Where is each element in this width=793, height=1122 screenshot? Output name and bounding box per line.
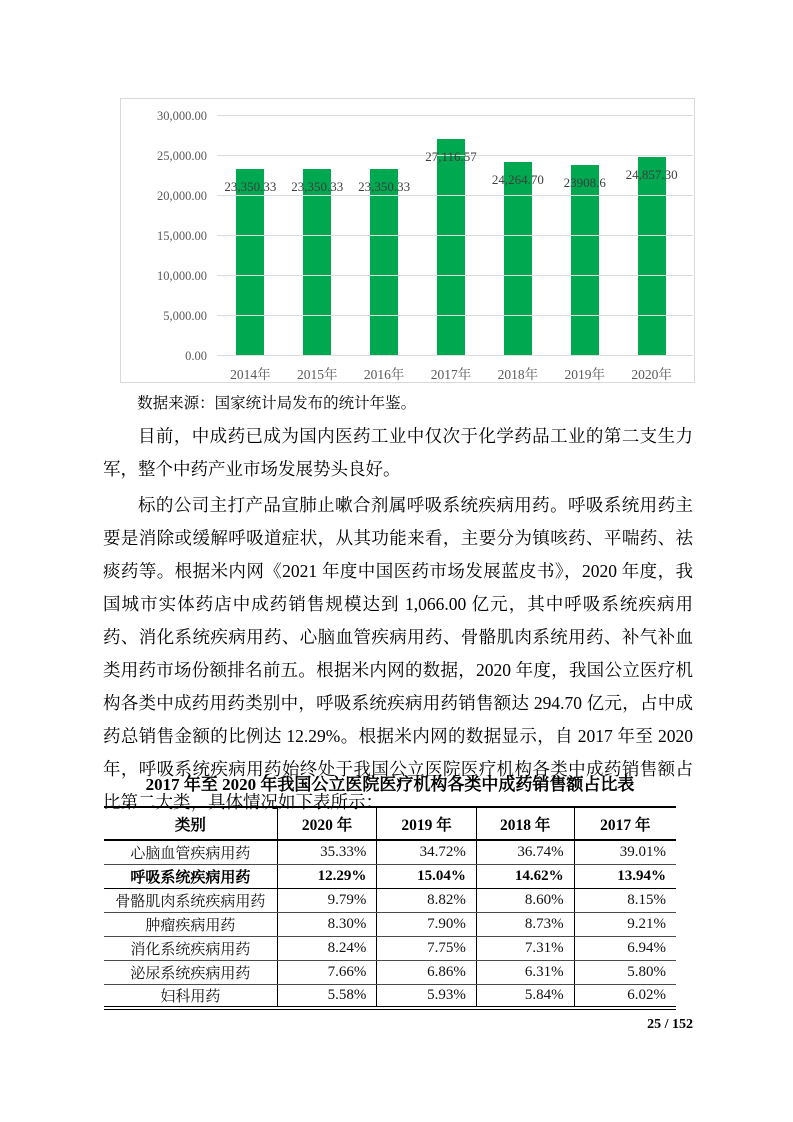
value-cell: 7.66% [277,960,377,984]
y-axis-tick-label: 10,000.00 [157,269,207,283]
table-header-cell: 2017 年 [574,807,676,840]
x-axis-tick-label: 2019年 [564,367,605,382]
value-cell: 8.15% [574,888,676,912]
bar-2016 [370,169,398,356]
value-cell: 8.24% [277,936,377,960]
table-header-cell: 类别 [104,807,277,840]
value-cell: 5.58% [277,984,377,1008]
table-row [104,840,676,864]
value-cell: 8.60% [476,888,574,912]
value-cell: 5.80% [574,960,676,984]
value-cell: 6.86% [377,960,477,984]
chart-bars [217,116,685,382]
x-axis-tick-label: 2020年 [631,367,672,382]
bar-value-label: 27,116.57 [425,149,477,165]
value-cell: 34.72% [377,840,477,864]
x-axis-tick-label: 2016年 [363,367,405,382]
table-row [104,984,676,1008]
x-axis-tick-label: 2015年 [297,367,338,382]
gridline [217,195,693,196]
value-cell: 36.74% [476,840,574,864]
data-source-note: 数据来源：国家统计局发布的统计年鉴。 [137,395,417,412]
y-axis-tick-label: 0.00 [185,349,207,363]
y-axis-tick-label: 15,000.00 [157,229,207,243]
table-header-cell: 2020 年 [277,807,377,840]
chart-category-2019 [551,116,618,382]
y-axis-tick-label: 20,000.00 [157,189,207,203]
value-cell: 7.75% [377,936,477,960]
value-cell: 35.33% [277,840,377,864]
bar-2020 [638,157,666,356]
value-cell: 7.31% [476,936,574,960]
bar-value-label: 23,350.33 [291,179,344,195]
category-cell: 消化系统疾病用药 [104,936,277,960]
value-cell: 6.94% [574,936,676,960]
y-axis [127,109,207,363]
chart-category-2015 [284,116,351,382]
table-row [104,936,676,960]
page-number: 25 / 152 [647,1017,693,1032]
table-header-cell: 2019 年 [377,807,477,840]
table-body [104,840,676,1008]
gridline [217,355,693,356]
value-cell: 7.90% [377,912,477,936]
value-cell: 9.79% [277,888,377,912]
table-header-cell: 2018 年 [476,807,574,840]
chart-category-2016 [351,116,418,382]
bar-2018 [504,162,532,356]
category-cell: 心脑血管疾病用药 [104,840,277,864]
paragraph-industry-status: 目前，中成药已成为国内医药工业中仅次于化学药品工业的第二支生力军，整个中药产业市场发展势头良好。 [103,426,693,479]
gridline [217,315,693,316]
value-cell: 6.31% [476,960,574,984]
y-axis-tick-label: 30,000.00 [157,109,207,123]
x-axis-tick-label: 2014年 [230,367,271,382]
value-cell: 8.82% [377,888,477,912]
table-row [104,864,676,888]
bar-2014 [236,169,264,356]
chart-category-2020 [618,116,685,382]
table-row [104,888,676,912]
category-cell: 妇科用药 [160,988,221,1005]
bar-value-label: 23,350.33 [358,179,411,195]
body-text [103,391,693,819]
chart-plot [217,116,685,382]
table-title: 2017 年至 2020 年我国公立医院医疗机构各类中成药销售额占比表 [145,775,635,794]
chart-category-2014 [217,116,284,382]
value-cell: 14.62% [476,864,574,888]
gridline [217,235,693,236]
value-cell: 39.01% [574,840,676,864]
table-row [104,960,676,984]
category-cell: 呼吸系统疾病用药 [104,864,277,888]
gridline [217,275,693,276]
bar-value-label: 24,264.70 [491,171,544,187]
category-cell: 肿瘤疾病用药 [104,912,277,936]
table-header-row [104,807,676,840]
bar-value-label: 23908.6 [563,174,606,190]
share-table-section [104,770,676,1010]
chart-category-2017 [418,116,485,382]
bar-value-label: 23,350.33 [224,179,277,195]
bar-2019 [571,165,599,356]
y-axis-tick-label: 25,000.00 [157,149,207,163]
value-cell: 12.29% [277,864,377,888]
share-table [104,806,676,1010]
category-cell: 骨骼肌肉系统疾病用药 [104,888,277,912]
gridline [217,115,693,116]
paragraph-respiratory-market: 标的公司主打产品宣肺止嗽合剂属呼吸系统疾病用药。呼吸系统用药主要是消除或缓解呼吸道症状，从其功能来看，主要分为镇咳药、平喘药、祛痰药等。根据米内网《2021 年度中国医药市场发展蓝皮书》，2020 年度，我国城市实体药店中成药销售规模达到 1,066.00 亿元，其中呼吸系统疾病用药、消化系统疾病用药、心脑血管疾病用药、骨骼肌肉系统用药、补气补血类用药市场份额排名前五。根据米内网的数据，2020 年度，我国公立医疗机构各类中成药用药类别中，呼吸系统疾病用药销售额达 294.70 亿元，占中成药总销售金额的比例达 12.29%。根据米内网的数据显示，自 2017 年至 2020 年，呼吸系统疾病用药始终处于我国公立医院医疗机构各类中成药销售额占比第二大类，具体情况如下表所示： [103,495,693,812]
value-cell: 8.30% [277,912,377,936]
bar-2015 [303,169,331,356]
value-cell: 5.93% [377,984,477,1008]
category-cell: 泌尿系统疾病用药 [104,960,277,984]
value-cell: 6.02% [574,984,676,1008]
value-cell: 13.94% [574,864,676,888]
bar-2017 [437,139,465,356]
bar-value-label: 24,857.30 [625,167,678,183]
chart-category-2018 [484,116,551,382]
value-cell: 5.84% [476,984,574,1008]
table-row [104,912,676,936]
value-cell: 8.73% [476,912,574,936]
value-cell: 15.04% [377,864,477,888]
x-axis-tick-label: 2018年 [497,367,539,382]
value-cell: 9.21% [574,912,676,936]
bar-chart [120,98,695,383]
x-axis-tick-label: 2017年 [430,367,472,382]
y-axis-tick-label: 5,000.00 [163,309,207,323]
